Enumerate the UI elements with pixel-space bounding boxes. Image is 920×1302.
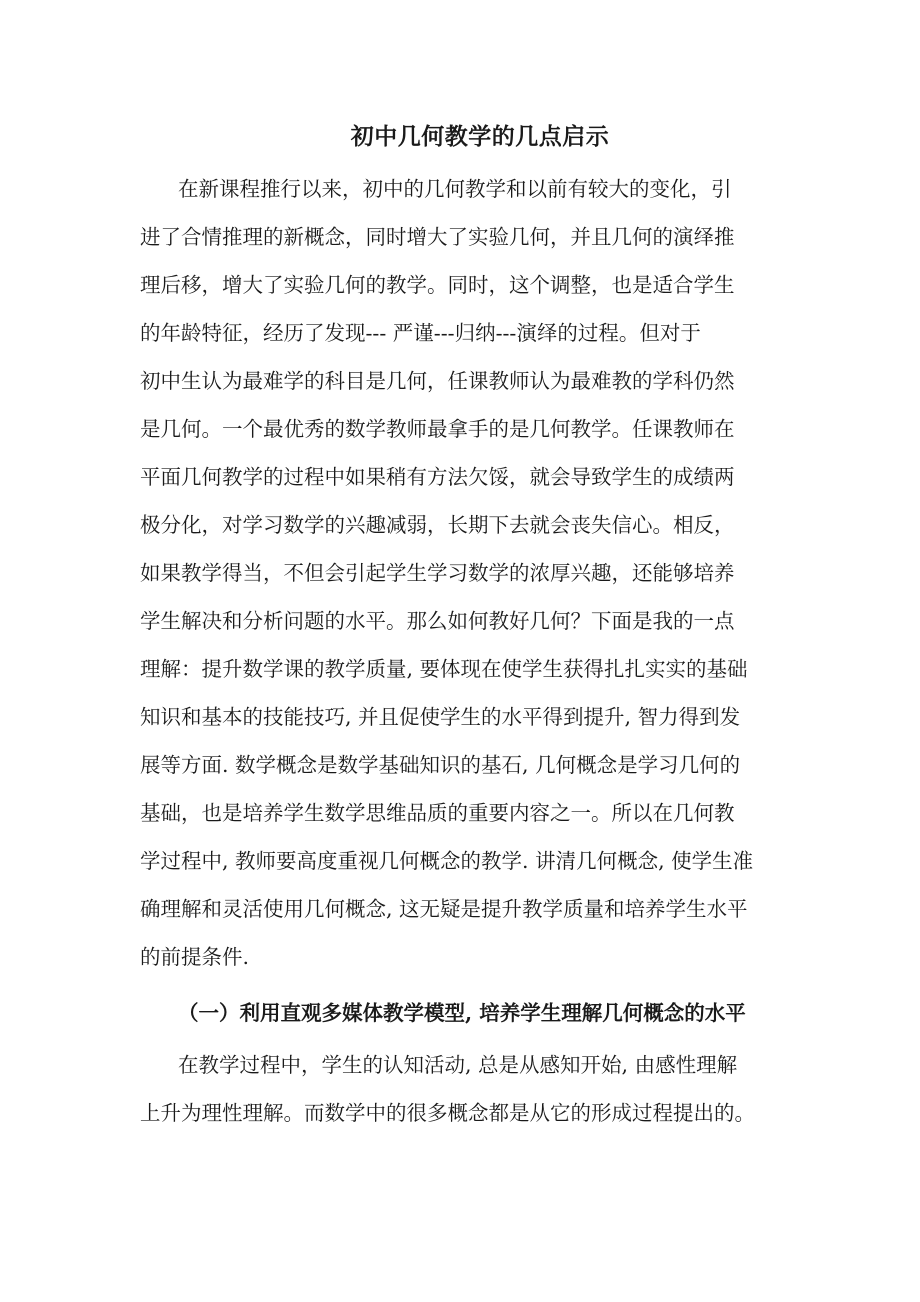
- text-line: 学过程中, 教师要高度重视几何概念的教学. 讲清几何概念, 使学生准: [140, 849, 754, 873]
- text-line: 在教学过程中，学生的认知活动, 总是从感知开始, 由感性理解: [178, 1053, 738, 1077]
- text-line: 确理解和灵活使用几何概念, 这无疑是提升教学质量和培养学生水平: [140, 897, 748, 921]
- page-title: 初中几何教学的几点启示: [350, 123, 610, 150]
- text-line: 展等方面. 数学概念是数学基础知识的基石, 几何概念是学习几何的: [140, 753, 741, 777]
- text-line: 进了合情推理的新概念，同时增大了实验几何，并且几何的演绎推: [140, 225, 735, 249]
- text-line: 如果教学得当，不但会引起学生学习数学的浓厚兴趣，还能够培养: [140, 561, 735, 585]
- text-line: 理后移，增大了实验几何的教学。同时，这个调整，也是适合学生: [140, 273, 735, 297]
- text-line: 的年龄特征，经历了发现--- 严谨---归纳---演绎的过程。但对于: [140, 321, 701, 345]
- text-line: 在新课程推行以来，初中的几何教学和以前有较大的变化，引: [178, 177, 732, 201]
- text-line: 平面几何教学的过程中如果稍有方法欠馁，就会导致学生的成绩两: [140, 465, 735, 489]
- text-line: 学生解决和分析问题的水平。那么如何教好几何？下面是我的一点: [140, 609, 735, 633]
- text-line: 知识和基本的技能技巧, 并且促使学生的水平得到提升, 智力得到发: [140, 705, 741, 729]
- text-line: 基础，也是培养学生数学思维品质的重要内容之一。所以在几何教: [140, 801, 735, 825]
- text-line: 上升为理性理解。而数学中的很多概念都是从它的形成过程提出的。: [140, 1101, 755, 1125]
- text-line: 理解：提升数学课的教学质量, 要体现在使学生获得扎扎实实的基础: [140, 657, 748, 681]
- text-line: 初中生认为最难学的科目是几何，任课教师认为最难教的学科仍然: [140, 369, 735, 393]
- text-line: 极分化，对学习数学的兴趣减弱，长期下去就会丧失信心。相反，: [140, 513, 735, 537]
- text-line: 的前提条件.: [140, 945, 250, 969]
- section-heading: （一）利用直观多媒体教学模型, 培养学生理解几何概念的水平: [178, 1001, 746, 1025]
- text-line: 是几何。一个最优秀的数学教师最拿手的是几何教学。任课教师在: [140, 417, 735, 441]
